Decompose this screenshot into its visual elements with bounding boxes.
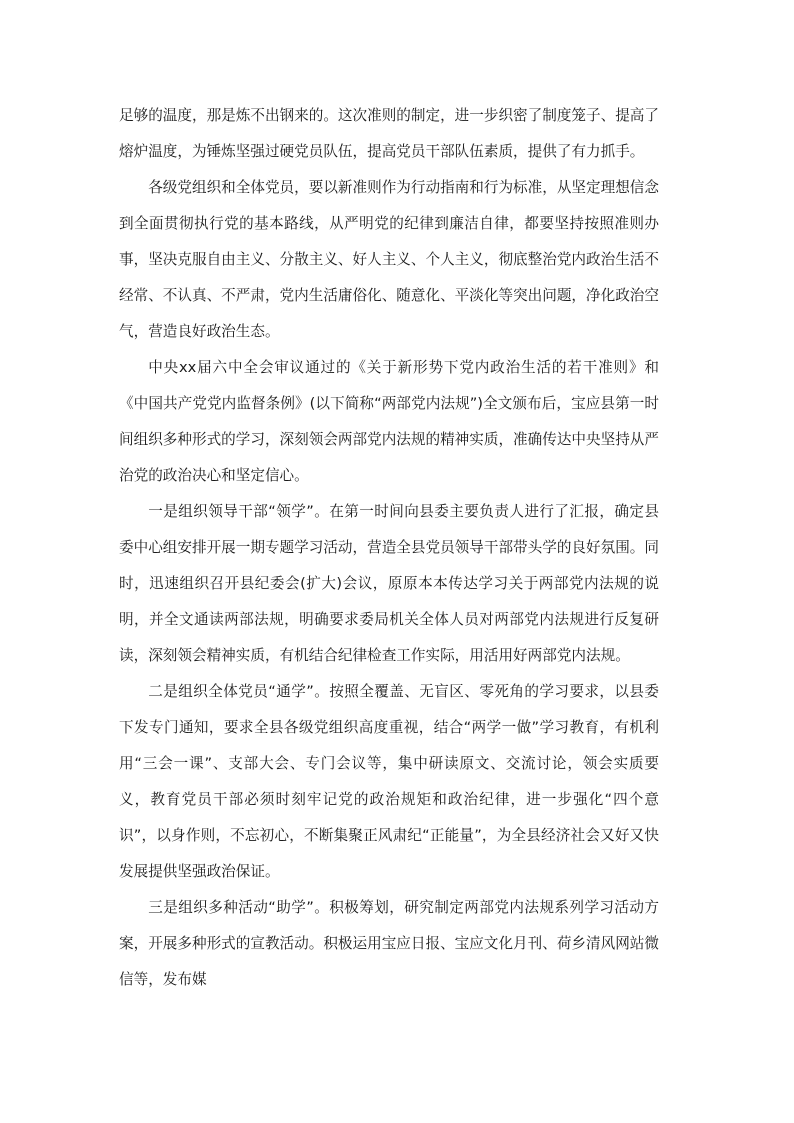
paragraph-activity-study: 三是组织多种活动“助学”。积极筹划，研究制定两部党内法规系列学习活动方案，开展多种形式的宣教活动。积极运用宝应日报、宝应文化月刊、荷乡清风网站微信等，发布媒 [119,899,659,988]
paragraph-central-plenum: 中央xx届六中全会审议通过的《关于新形势下党内政治生活的若干准则》和《中国共产党党内监督条例》(以下简称“两部党内法规”)全文颁布后，宝应县第一时间组织多种形式的学习，深刻领会两部党内法规的精神实质，准确传达中央坚持从严治党的政治决心和坚定信心。 [119,359,659,484]
paragraph-lead-study: 一是组织领导干部“领学”。在第一时间向县委主要负责人进行了汇报，确定县委中心组安排开展一期专题学习活动，营造全县党员领导干部带头学的良好氛围。同时，迅速组织召开县纪委会(扩大)会议，原原本本传达学习关于两部党内法规的说明，并全文通读两部法规，明确要求委局机关全体人员对两部党内法规进行反复研读，深刻领会精神实质，有机结合纪律检查工作实际，用活用好两部党内法规。 [119,503,659,664]
paragraph-continuation: 足够的温度，那是炼不出钢来的。这次准则的制定，进一步织密了制度笼子、提高了熔炉温度，为锤炼坚强过硬党员队伍，提高党员干部队伍素质，提供了有力抓手。 [119,107,659,160]
paragraph-all-study: 二是组织全体党员“通学”。按照全覆盖、无盲区、零死角的学习要求，以县委下发专门通知，要求全县各级党组织高度重视，结合“两学一做”学习教育，有机利用“三会一课”、支部大会、专门会议等，集中研读原文、交流讨论，领会实质要义，教育党员干部必须时刻牢记党的政治规矩和政治纪律，进一步强化“四个意识”，以身作则，不忘初心，不断集聚正风肃纪“正能量”，为全县经济社会又好又快发展提供坚强政治保证。 [119,683,659,880]
paragraph-party-members: 各级党组织和全体党员，要以新准则作为行动指南和行为标准，从坚定理想信念到全面贯彻执行党的基本路线，从严明党的纪律到廉洁自律，都要坚持按照准则办事，坚决克服自由主义、分散主义、好人主义、个人主义，彻底整治党内政治生活不经常、不认真、不严肃，党内生活庸俗化、随意化、平淡化等突出问题，净化政治空气，营造良好政治生态。 [119,179,659,340]
document-body [119,98,659,998]
